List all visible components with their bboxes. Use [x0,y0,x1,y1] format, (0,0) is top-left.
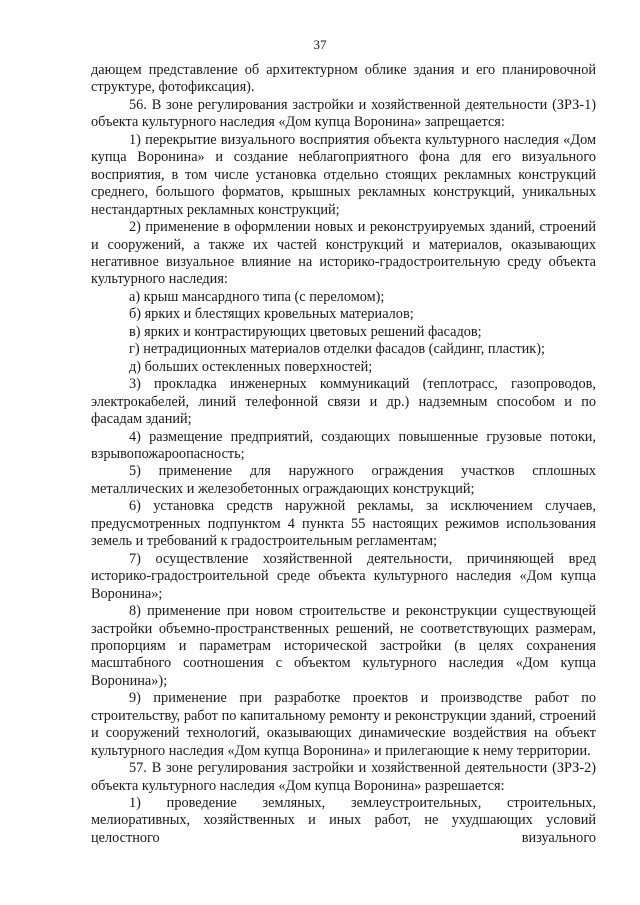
paragraph: 1) перекрытие визуального восприятия объекта культурного наследия «Дом купца Воронина» и создание неблагоприятного фона для его визуального восприятия, в том числе установка отдельно стоящих рекламных конструкций среднего, большого форматов, крышных рекламных конструкций, уникальных нестандартных рекламных конструкций; [91,131,596,218]
paragraph: дающем представление об архитектурном облике здания и его планировочной структуре, фотофиксация). [91,62,596,96]
paragraph: в) ярких и контрастирующих цветовых решений фасадов; [129,323,482,340]
document-body [91,62,596,847]
paragraph: 57. В зоне регулирования застройки и хозяйственной деятельности (ЗРЗ-2) объекта культурного наследия «Дом купца Воронина» разрешается: [91,760,596,794]
paragraph: 6) установка средств наружной рекламы, за исключением случаев, предусмотренных подпунктом 4 пункта 55 настоящих режимов использования земель и требований к градостроительным регламентам; [91,498,596,550]
paragraph: г) нетрадиционных материалов отделки фасадов (сайдинг, пластик); [129,341,545,358]
paragraph: 4) размещение предприятий, создающих повышенные грузовые потоки, взрывопожароопасность; [91,428,596,462]
paragraph: 1) проведение земляных, землеустроительных, строительных, мелиоративных, хозяйственных и иных работ, не ухудшающих условий целостного визуального [91,795,596,846]
page-number: 37 [313,37,327,52]
paragraph: 7) осуществление хозяйственной деятельности, причиняющей вред историко-градостроительной среде объекта культурного наследия «Дом купца Воронина»; [91,550,596,602]
paragraph: 8) применение при новом строительстве и реконструкции существующей застройки объемно-пространственных решений, не соответствующих размерам, пропорциям и параметрам исторической застройки (в целях сохранения масштабного соотношения с объектом культурного наследия «Дом купца Воронина»); [91,603,596,689]
paragraph: 56. В зоне регулирования застройки и хозяйственной деятельности (ЗРЗ-1) объекта культурного наследия «Дом купца Воронина» запрещается: [91,96,596,131]
paragraph: 3) прокладка инженерных коммуникаций (теплотрасс, газопроводов, электрокабелей, линий телефонной связи и др.) надземным способом и по фасадам зданий; [91,376,596,428]
paragraph: д) больших остекленных поверхностей; [129,358,373,375]
paragraph: 2) применение в оформлении новых и реконструируемых зданий, строений и сооружений, а также их частей конструкций и материалов, оказывающих негативное визуальное влияние на историко-градостроительную среду объекта культурного наследия: [91,219,596,288]
paragraph: а) крыш мансардного типа (с переломом); [129,288,385,305]
paragraph: 9) применение при разработке проектов и производстве работ по строительству, работ по капитальному ремонту и реконструкции зданий, строений и сооружений технологий, оказывающих динамические воздействия на объект культурного наследия «Дом купца Воронина» и прилегающие к нему территории. [91,690,596,759]
paragraph: 5) применение для наружного ограждения участков сплошных металлических и железобетонных ограждающих конструкций; [91,463,596,497]
paragraph: б) ярких и блестящих кровельных материалов; [129,306,414,323]
